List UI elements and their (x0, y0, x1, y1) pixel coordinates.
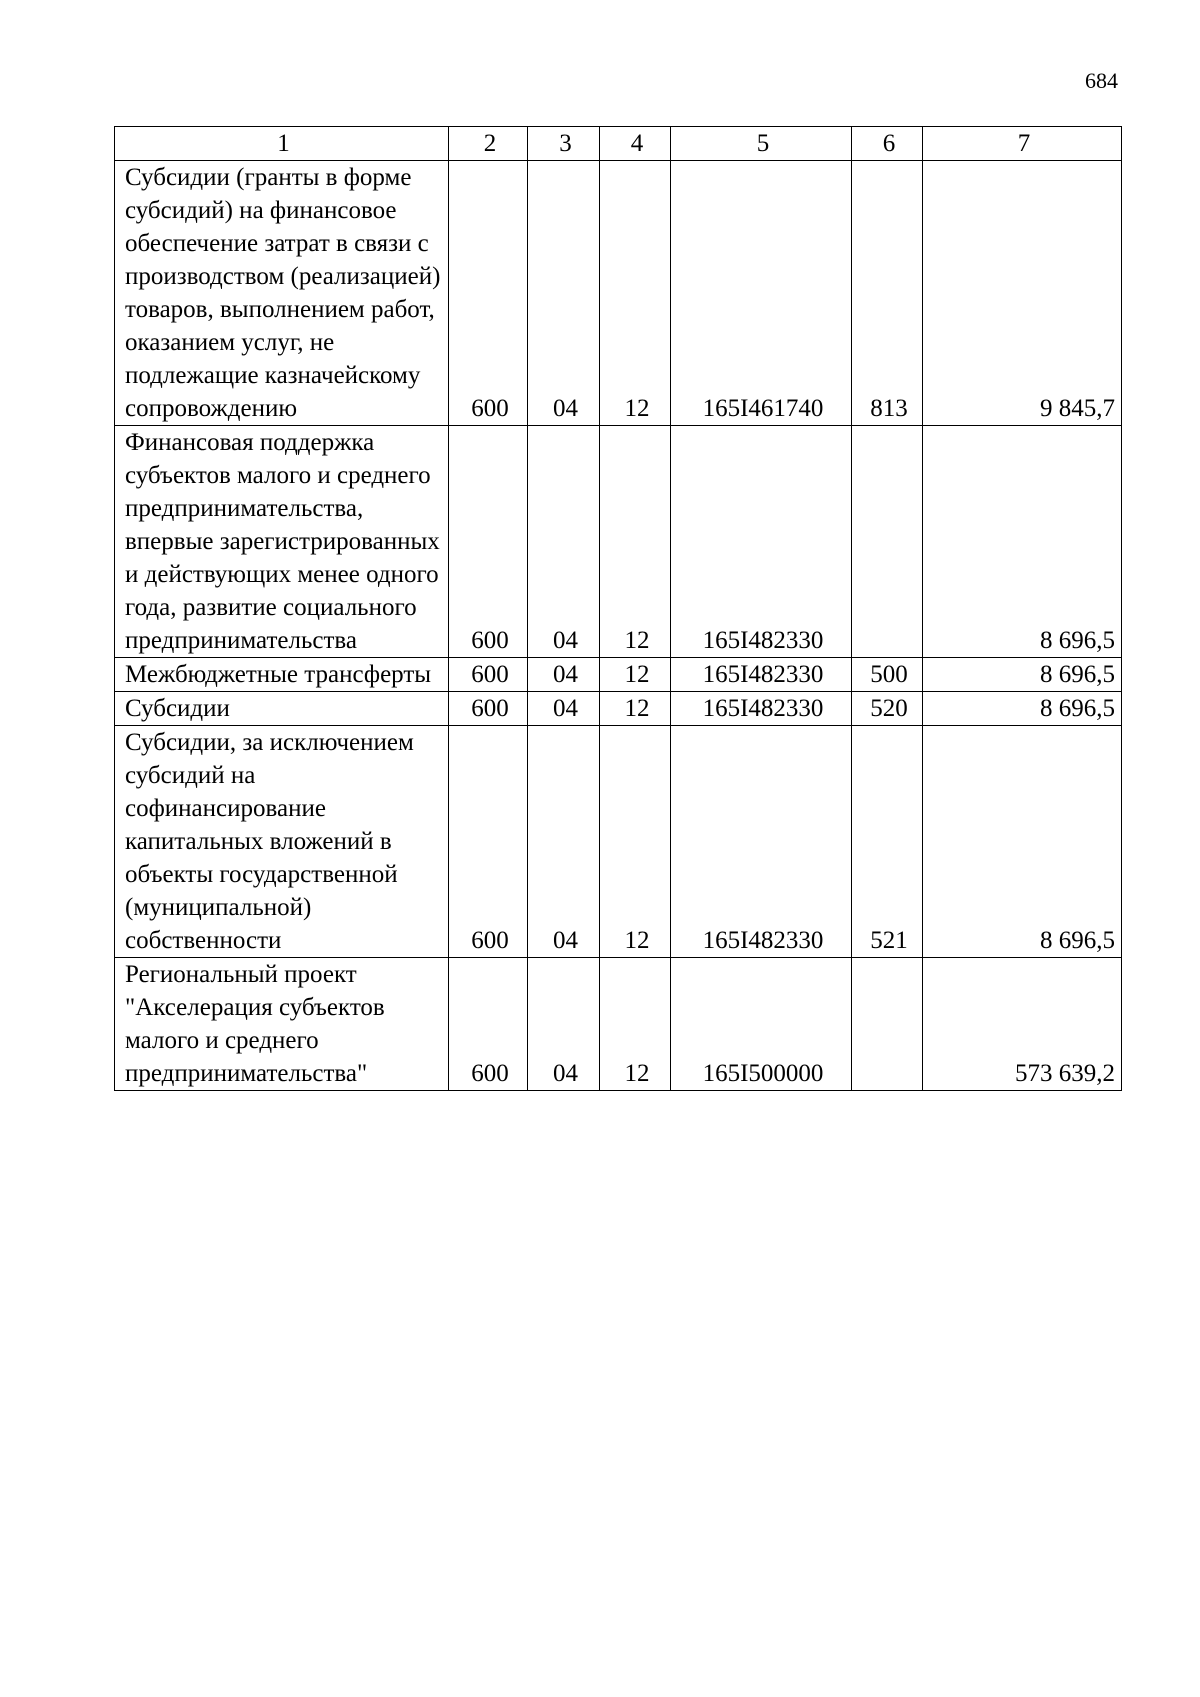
row-code-6 (852, 426, 923, 658)
header-row (115, 127, 1122, 161)
header-col-4: 4 (600, 127, 671, 161)
row-code-5: 165I482330 (671, 726, 852, 958)
table-row (115, 692, 1122, 726)
row-code-2: 600 (449, 161, 528, 426)
row-code-2: 600 (449, 426, 528, 658)
table-header (115, 127, 1122, 161)
table-row (115, 958, 1122, 1091)
row-amount: 8 696,5 (923, 658, 1122, 692)
row-amount: 573 639,2 (923, 958, 1122, 1091)
table-row (115, 161, 1122, 426)
row-amount: 8 696,5 (923, 726, 1122, 958)
row-code-2: 600 (449, 692, 528, 726)
row-code-2: 600 (449, 726, 528, 958)
header-col-3: 3 (528, 127, 600, 161)
budget-table (114, 126, 1122, 1091)
row-code-4: 12 (600, 658, 671, 692)
row-code-4: 12 (600, 958, 671, 1091)
row-code-3: 04 (528, 692, 600, 726)
row-code-4: 12 (600, 161, 671, 426)
row-code-5: 165I500000 (671, 958, 852, 1091)
row-code-3: 04 (528, 161, 600, 426)
row-name: Региональный проект "Акселерация субъектов малого и среднего предпринимательства" (115, 958, 449, 1091)
row-amount: 8 696,5 (923, 426, 1122, 658)
row-amount: 9 845,7 (923, 161, 1122, 426)
row-code-3: 04 (528, 426, 600, 658)
row-name: Субсидии, за исключением субсидий на софинансирование капитальных вложений в объекты государственной (муниципальной) собственности (115, 726, 449, 958)
row-code-3: 04 (528, 658, 600, 692)
row-code-4: 12 (600, 692, 671, 726)
row-amount: 8 696,5 (923, 692, 1122, 726)
row-code-6: 521 (852, 726, 923, 958)
row-name: Межбюджетные трансферты (115, 658, 449, 692)
row-code-6: 520 (852, 692, 923, 726)
header-col-6: 6 (852, 127, 923, 161)
row-code-4: 12 (600, 426, 671, 658)
row-code-3: 04 (528, 726, 600, 958)
row-code-6: 500 (852, 658, 923, 692)
row-code-3: 04 (528, 958, 600, 1091)
header-col-2: 2 (449, 127, 528, 161)
row-code-5: 165I482330 (671, 426, 852, 658)
row-code-5: 165I482330 (671, 692, 852, 726)
row-name: Субсидии (гранты в форме субсидий) на финансовое обеспечение затрат в связи с производством (реализацией) товаров, выполнением работ, оказанием услуг, не подлежащие казначейскому сопровождению (115, 161, 449, 426)
table-row (115, 726, 1122, 958)
page-number: 684 (1085, 68, 1118, 93)
table-row (115, 658, 1122, 692)
row-code-6: 813 (852, 161, 923, 426)
row-name: Субсидии (115, 692, 449, 726)
table-body (115, 161, 1122, 1091)
header-col-5: 5 (671, 127, 852, 161)
header-col-1: 1 (115, 127, 449, 161)
row-code-5: 165I482330 (671, 658, 852, 692)
row-code-5: 165I461740 (671, 161, 852, 426)
row-code-2: 600 (449, 958, 528, 1091)
header-col-7: 7 (923, 127, 1122, 161)
row-code-4: 12 (600, 726, 671, 958)
table-row (115, 426, 1122, 658)
row-name: Финансовая поддержка субъектов малого и среднего предпринимательства, впервые зарегистрированных и действующих менее одного года, развитие социального предпринимательства (115, 426, 449, 658)
row-code-6 (852, 958, 923, 1091)
row-code-2: 600 (449, 658, 528, 692)
